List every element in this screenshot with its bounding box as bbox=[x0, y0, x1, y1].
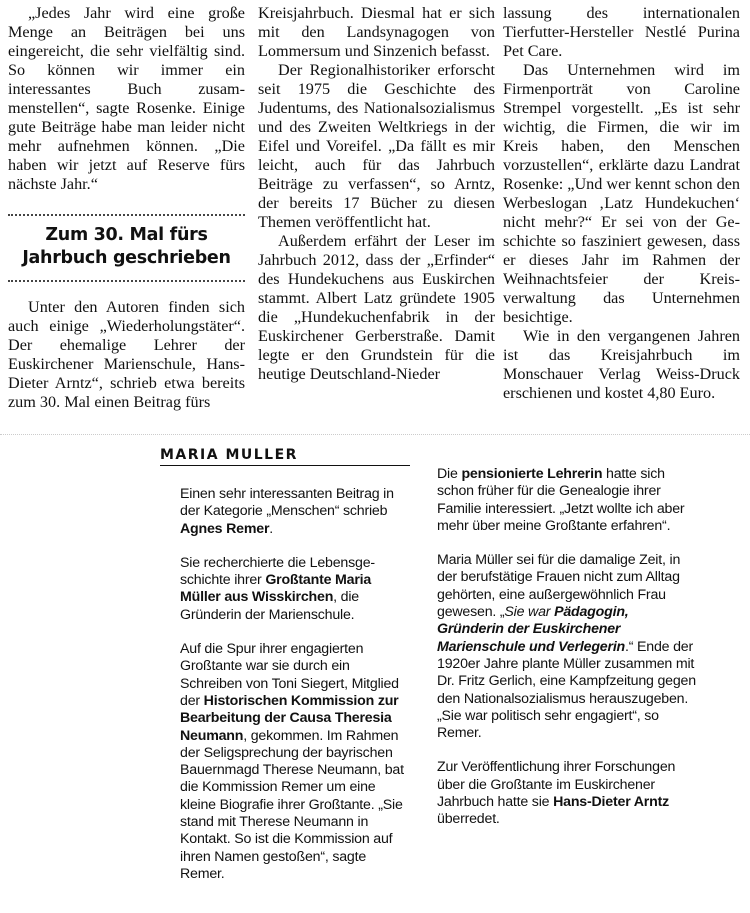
paragraph: Auf die Spur ihrer engagierten Großtante war sie durch ein Schreiben von Toni Siegert, Mitglied der Historischen Kommission zur Bearbeitung der Causa Theresia Neumann, gekommen. Im Rahmen der Seligsprechung der bayrischen Bauernmagd Therese Neumann, bat die Kommission Remer um eine kleine Biografie ihrer Großtante. „Sie stand mit Therese Neumann in Kontakt. So ist die Kommission auf ihren Namen gestoßen“, sagte Remer. bbox=[180, 641, 404, 882]
paragraph: Unter den Autoren finden sich auch einige „Wiederholungstäter“. Der ehemalige Lehrer der Euskirchener Marienschule, Hans-Dieter Arntz“, schrieb etwa bereits zum 30. Mal einen Beitrag fürs bbox=[8, 298, 245, 411]
section-divider bbox=[0, 434, 750, 435]
paragraph: Maria Müller sei für die damalige Zeit, in der berufstätige Frauen nicht zum Alltag gehörten, eine außergewöhnlich Frau gewesen. „Sie war Pädagogin, Gründerin der Euskirchener Marienschule und Verlegerin.“ Ende der 1920er Jahre plante Müller zusammen mit Dr. Fritz Gerlich, eine Kampfzeitung gegen den Nationalsozialismus herauszugeben. „Sie war politisch sehr engagiert“, so Remer. bbox=[437, 552, 696, 742]
paragraph: lassung des internationalen Tierfutter-Hersteller Nestlé Purina Pet Care. bbox=[503, 4, 740, 60]
paragraph: Kreisjahrbuch. Diesmal hat er sich mit den Landsynagogen von Lommersum und Sinzenich befasst. bbox=[258, 4, 495, 60]
paragraph: Der Regionalhistoriker erforscht seit 1975 die Geschichte des Judentums, des Nationalsozialismus und des Zweiten Weltkriegs in der Eifel und Voreifel. „Da fällt es mir leicht, auch für das Jahrbuch Beiträge zu verfassen“, so Arntz, der bereits 17 Bücher zu diesen Themen veröffentlicht hat. bbox=[258, 61, 495, 231]
paragraph: Sie recherchierte die Lebensgeschichte ihrer Großtante Maria Müller aus Wisskirchen, die Gründerin der Marienschule. bbox=[180, 554, 376, 623]
subheading: Zum 30. Mal fürs Jahrbuch geschrieben bbox=[22, 225, 231, 268]
paragraph: Die pensionierte Lehrerin hatte sich schon früher für die Genealogie ihrer Familie interessiert. „Jetzt wollte ich aber mehr über meine Großtante erfahren“. bbox=[437, 466, 685, 534]
infobox-column-left bbox=[180, 486, 410, 900]
paragraph: Außerdem erfährt der Leser im Jahrbuch 2012, dass der „Erfinder“ des Hundekuchens aus Euskirchen stammt. Albert Latz gründete 1905 die „Hundekuchenfabrik in der Euskirchener Gerberstraße. Damit legte er den Grundstein für die heutige Deutschland-Nieder bbox=[258, 232, 495, 383]
paragraph: Das Unternehmen wird im Firmenporträt von Caroline Strempel vorgestellt. „Es ist sehr wichtig, die Firmen, die wir im Kreis haben, den Menschen vorzustellen“, erklärte dazu Landrat Rosenke: „Und wer kennt schon den Werbeslogan ‚Latz Hundekuchen‘ nicht mehr?“ Er sei von der Geschichte so fasziniert gewesen, dass er dieses Jahr im Rahmen der Weihnachtsfeier der Kreisverwaltung das Unternehmen besichtige. bbox=[503, 61, 740, 326]
paragraph: Wie in den vergangenen Jahren ist das Kreisjahrbuch im Monschauer Verlag Weiss-Druck erschienen und kostet 4,80 Euro. bbox=[503, 327, 740, 402]
paragraph: „Jedes Jahr wird eine große Menge an Beiträgen bei uns eingereicht, die sehr vielfältig sind. So können wir immer ein interessantes Buch zusammenstellen“, sagte Rosenke. Einige gute Beiträge habe man leider nicht mehr aufnehmen können. „Die haben wir jetzt auf Reserve fürs nächste Jahr.“ bbox=[8, 4, 245, 193]
article-column-3 bbox=[503, 4, 740, 403]
article-column-2 bbox=[258, 4, 495, 384]
paragraph: Zur Veröffentlichung ihrer Forschungen über die Großtante im Euskirchener Jahrbuch hatte sie Hans-Dieter Arntz überredet. bbox=[437, 759, 676, 828]
infobox-column-right bbox=[437, 466, 697, 846]
article-column-1 bbox=[8, 4, 245, 412]
paragraph: Einen sehr interessanten Beitrag in der Kategorie „Menschen“ schrieb Agnes Remer. bbox=[180, 486, 394, 537]
infobox-heading: MARIA MULLER bbox=[160, 447, 410, 466]
dotted-divider bbox=[8, 214, 245, 216]
